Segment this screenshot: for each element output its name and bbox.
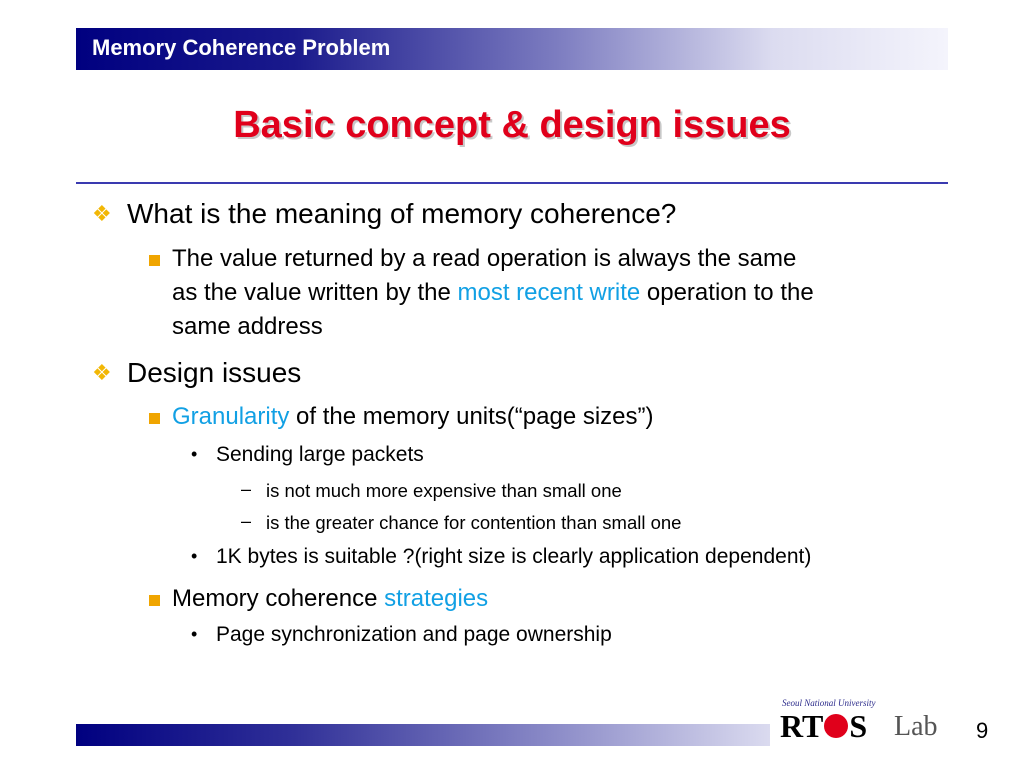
square-bullet-icon bbox=[149, 595, 160, 606]
strategies-text: Memory coherence bbox=[172, 585, 385, 612]
bullet-design-issues: Design issues bbox=[127, 357, 302, 388]
logo-rtos-text bbox=[780, 708, 867, 745]
page-number: 9 bbox=[976, 718, 989, 743]
granularity-highlight: Granularity bbox=[172, 403, 290, 430]
slide-title: Basic concept & design issues bbox=[233, 104, 791, 146]
definition-line-3: same address bbox=[172, 313, 323, 340]
sending-large-packets: Sending large packets bbox=[216, 443, 424, 466]
logo-rt: RT bbox=[780, 708, 824, 744]
granularity-text: of the memory units(“page sizes”) bbox=[289, 403, 654, 430]
1k-bytes-suitable: 1K bytes is suitable ?(right size is clearly application dependent) bbox=[216, 545, 812, 568]
square-bullet-icon bbox=[149, 413, 160, 424]
most-recent-write-highlight: most recent write bbox=[457, 279, 641, 306]
square-bullet-icon bbox=[149, 255, 160, 266]
bullet-memory-coherence-meaning: What is the meaning of memory coherence? bbox=[127, 198, 677, 229]
definition-text-end: operation to the bbox=[640, 279, 814, 306]
logo-university-text: Seoul National University bbox=[782, 698, 876, 708]
logo-lab-text: Lab bbox=[894, 711, 938, 742]
dash-bullet-icon: – bbox=[241, 479, 252, 499]
rtos-lab-logo bbox=[770, 694, 950, 748]
granularity-item bbox=[172, 403, 654, 431]
definition-line-1: The value returned by a read operation is always the same bbox=[172, 245, 797, 272]
subpoint-contention: is the greater chance for contention than small one bbox=[266, 512, 682, 533]
title-divider bbox=[76, 182, 948, 184]
definition-text: as the value written by the bbox=[172, 279, 458, 306]
page-synchronization: Page synchronization and page ownership bbox=[216, 623, 612, 646]
diamond-bullet-icon: ❖ bbox=[92, 201, 112, 226]
header-bar bbox=[76, 28, 948, 70]
logo-s: S bbox=[849, 708, 868, 744]
coherence-strategies-item bbox=[172, 585, 488, 613]
strategies-highlight: strategies bbox=[384, 585, 489, 612]
header-title: Memory Coherence Problem bbox=[92, 35, 391, 60]
dot-bullet-icon: • bbox=[191, 546, 198, 566]
logo-o-circle-icon bbox=[824, 714, 848, 738]
diamond-bullet-icon: ❖ bbox=[92, 360, 112, 385]
dash-bullet-icon: – bbox=[241, 511, 252, 531]
definition-line-2 bbox=[172, 279, 814, 307]
dot-bullet-icon: • bbox=[191, 624, 198, 644]
dot-bullet-icon: • bbox=[191, 444, 198, 464]
subpoint-not-expensive: is not much more expensive than small one bbox=[266, 480, 622, 501]
